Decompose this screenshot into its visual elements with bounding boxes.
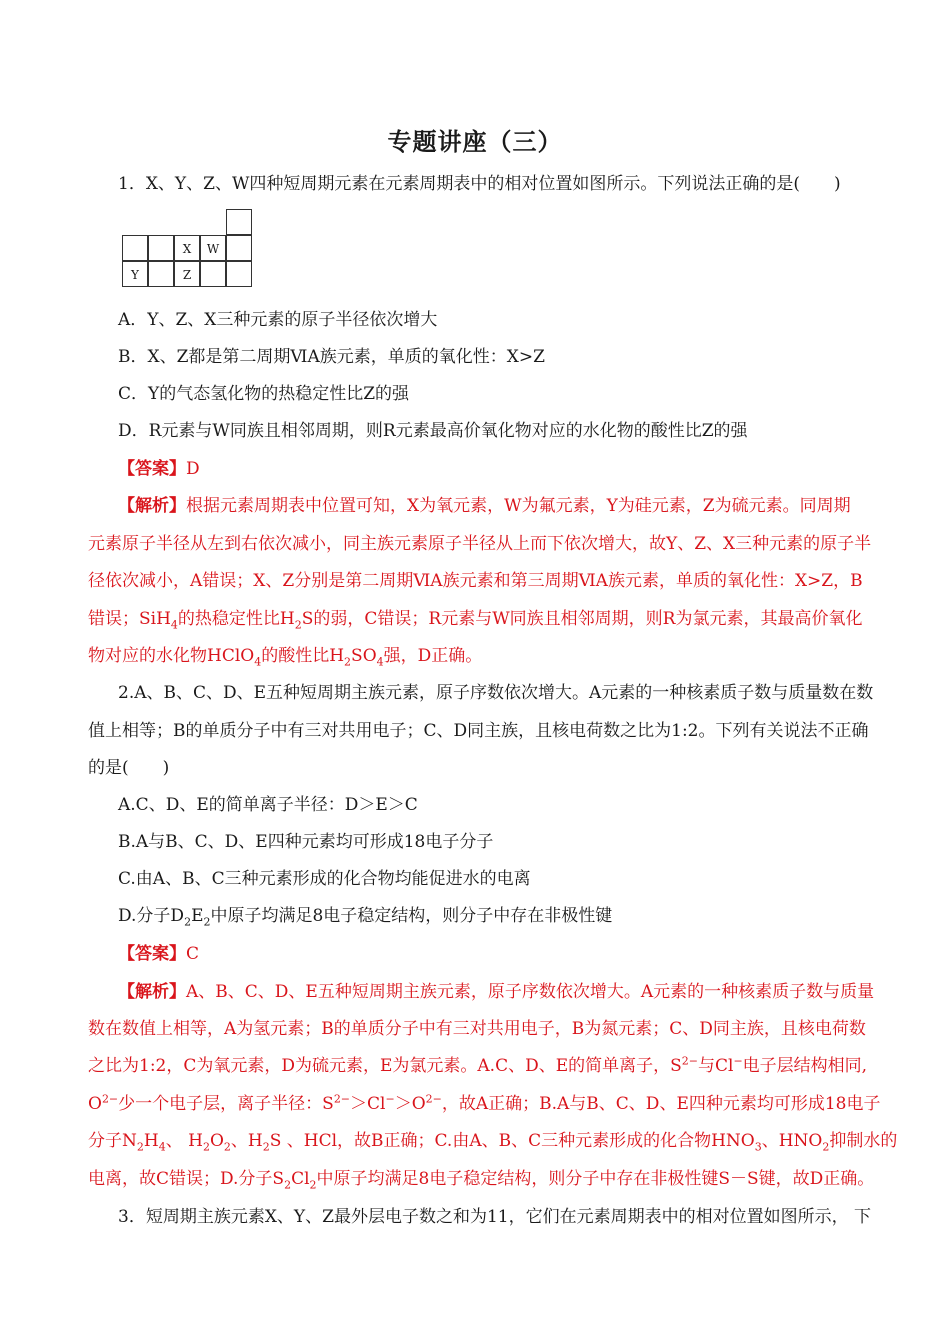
explanation-tag: 【解析】 bbox=[118, 496, 186, 516]
text: O bbox=[88, 1094, 102, 1114]
subscript: 2 bbox=[284, 1178, 292, 1192]
answer-tag: 【答案】 bbox=[118, 944, 186, 964]
q1-explanation-line: 径依次减小，A错误；X、Z分别是第二周期ⅥA族元素和第三周期ⅥA族元素，单质的氧化性：X>Z，B bbox=[88, 571, 863, 591]
explanation-text: A、B、C、D、E五种短周期主族元素，原子序数依次增大。A元素的一种核素质子数与质量 bbox=[186, 982, 875, 1002]
q2-stem: 的是( ) bbox=[88, 758, 170, 778]
q2-option-c: C.由A、B、C三种元素形成的化合物均能促进水的电离 bbox=[118, 869, 531, 889]
text: S 、HCl，故B正确；C.由A、B、C三种元素形成的化合物HNO bbox=[269, 1131, 755, 1151]
q1-option-a: A．Y、Z、X三种元素的原子半径依次增大 bbox=[118, 310, 438, 330]
text: 强，D正确。 bbox=[383, 646, 483, 666]
q1-explanation-line bbox=[118, 495, 908, 517]
page-title: 专题讲座（三） bbox=[387, 127, 563, 156]
q1-answer bbox=[118, 458, 908, 480]
text: 中原子均满足8电子稳定结构，则分子中存在非极性键 bbox=[210, 906, 613, 926]
subscript: 2 bbox=[202, 1140, 210, 1154]
table-cell-w: W bbox=[200, 235, 226, 261]
q2-stem: 2.A、B、C、D、E五种短周期主族元素，原子序数依次增大。A元素的一种核素质子数与质量数在数 bbox=[118, 683, 874, 703]
table-cell bbox=[226, 209, 252, 235]
q2-option-b: B.A与B、C、D、E四种元素均可形成18电子分子 bbox=[118, 832, 494, 852]
subscript: 4 bbox=[376, 655, 384, 669]
text: 中原子均满足8电子稳定结构，则分子中存在非极性键S－S键，故D正确。 bbox=[316, 1169, 875, 1189]
q1-option-d: D．R元素与W同族且相邻周期，则R元素最高价氧化物对应的水化物的酸性比Z的强 bbox=[118, 421, 748, 441]
text: 少一个电子层，离子半径：S bbox=[118, 1094, 334, 1114]
subscript: 2 bbox=[223, 1140, 231, 1154]
text: SO bbox=[351, 646, 377, 666]
q2-stem: 值上相等；B的单质分子中有三对共用电子；C、D同主族，且核电荷数之比为1:2。下列有关说法不正确 bbox=[88, 721, 869, 741]
subscript: 4 bbox=[158, 1140, 166, 1154]
q2-option-a: A.C、D、E的简单离子半径：D＞E＞C bbox=[118, 795, 418, 815]
text: S的弱，C错误；R元素与W同族且相邻周期，则R为氯元素，其最高价氧化 bbox=[301, 609, 863, 629]
subscript: 4 bbox=[254, 655, 262, 669]
text: 错误；SiH bbox=[88, 609, 171, 629]
text: D.分子D bbox=[118, 906, 185, 926]
superscript: − bbox=[733, 1054, 743, 1068]
superscript: − bbox=[385, 1092, 395, 1106]
text: E bbox=[191, 906, 204, 926]
answer-value: D bbox=[186, 459, 200, 479]
explanation-text: 根据元素周期表中位置可知，X为氧元素，W为氟元素，Y为硅元素，Z为硫元素。同周期 bbox=[186, 496, 851, 516]
table-cell bbox=[122, 235, 148, 261]
text: 之比为1:2，C为氧元素，D为硫元素，E为氯元素。A.C、D、E的简单离子，S bbox=[88, 1056, 682, 1076]
subscript: 2 bbox=[203, 915, 211, 929]
q1-option-b: B．X、Z都是第二周期ⅥA族元素，单质的氧化性：X>Z bbox=[118, 347, 545, 367]
superscript: 2− bbox=[681, 1054, 698, 1068]
text: 电子层结构相同, bbox=[742, 1056, 868, 1076]
text: H bbox=[143, 1131, 159, 1151]
q2-explanation-line bbox=[88, 1130, 898, 1154]
text: 分子N bbox=[88, 1131, 137, 1151]
q1-stem: 1．X、Y、Z、W四种短周期元素在元素周期表中的相对位置如图所示。下列说法正确的是( ) bbox=[118, 174, 841, 194]
superscript: 2− bbox=[101, 1092, 119, 1106]
table-cell bbox=[148, 235, 174, 261]
q2-explanation-line: 数在数值上相等，A为氢元素；B的单质分子中有三对共用电子，B为氮元素；C、D同主族，且核电荷数 bbox=[88, 1019, 866, 1039]
text: O bbox=[209, 1131, 224, 1151]
superscript: 2− bbox=[333, 1092, 351, 1106]
subscript: 2 bbox=[344, 655, 352, 669]
q2-explanation-line bbox=[88, 1055, 878, 1077]
q2-explanation-line bbox=[88, 1092, 881, 1115]
table-cell-y: Y bbox=[122, 261, 148, 287]
q1-explanation-line bbox=[88, 645, 878, 667]
text: ，故A正确；B.A与B、C、D、E四种元素均可形成18电子 bbox=[441, 1094, 881, 1114]
subscript: 2 bbox=[136, 1140, 144, 1154]
subscript: 2 bbox=[309, 1178, 317, 1192]
text: Cl bbox=[291, 1169, 310, 1189]
table-cell bbox=[226, 235, 252, 261]
table-cell bbox=[226, 261, 252, 287]
subscript: 2 bbox=[262, 1140, 270, 1154]
text: ＞O bbox=[394, 1094, 426, 1114]
text: ＞Cl bbox=[350, 1094, 386, 1114]
text: 电离，故C错误；D.分子S bbox=[88, 1169, 285, 1189]
q1-explanation-line bbox=[88, 608, 878, 630]
subscript: 3 bbox=[754, 1140, 762, 1154]
text: 、 H bbox=[165, 1131, 203, 1151]
table-cell bbox=[148, 261, 174, 287]
text: 与Cl bbox=[698, 1056, 734, 1076]
superscript: 2− bbox=[425, 1092, 442, 1106]
subscript: 2 bbox=[822, 1140, 830, 1154]
text: 物对应的水化物HClO bbox=[88, 646, 255, 666]
text: 的热稳定性比H bbox=[177, 609, 295, 629]
answer-tag: 【答案】 bbox=[118, 459, 186, 479]
text: 、HNO bbox=[761, 1131, 823, 1151]
subscript: 2 bbox=[294, 618, 302, 632]
q1-option-c: C．Y的气态氢化物的热稳定性比Z的强 bbox=[118, 384, 410, 404]
text: 抑制水的 bbox=[829, 1131, 898, 1151]
q1-explanation-line: 元素原子半径从左到右依次减小，同主族元素原子半径从上而下依次增大，故Y、Z、X三种元素的原子半 bbox=[88, 534, 872, 554]
subscript: 4 bbox=[170, 618, 178, 632]
table-cell-x: X bbox=[174, 235, 200, 261]
q3-stem: 3．短周期主族元素X、Y、Z最外层电子数之和为11，它们在元素周期表中的相对位置如图所示， 下 bbox=[118, 1207, 871, 1227]
answer-value: C bbox=[186, 944, 200, 964]
table-cell bbox=[200, 261, 226, 287]
table-cell-z: Z bbox=[174, 261, 200, 287]
text: 、H bbox=[230, 1131, 263, 1151]
q2-explanation-line bbox=[88, 1168, 878, 1190]
subscript: 2 bbox=[184, 915, 192, 929]
text: 的酸性比H bbox=[261, 646, 345, 666]
explanation-tag: 【解析】 bbox=[118, 982, 186, 1002]
q2-answer bbox=[118, 943, 908, 965]
q2-explanation-line bbox=[118, 981, 908, 1003]
q2-option-d bbox=[118, 905, 908, 927]
